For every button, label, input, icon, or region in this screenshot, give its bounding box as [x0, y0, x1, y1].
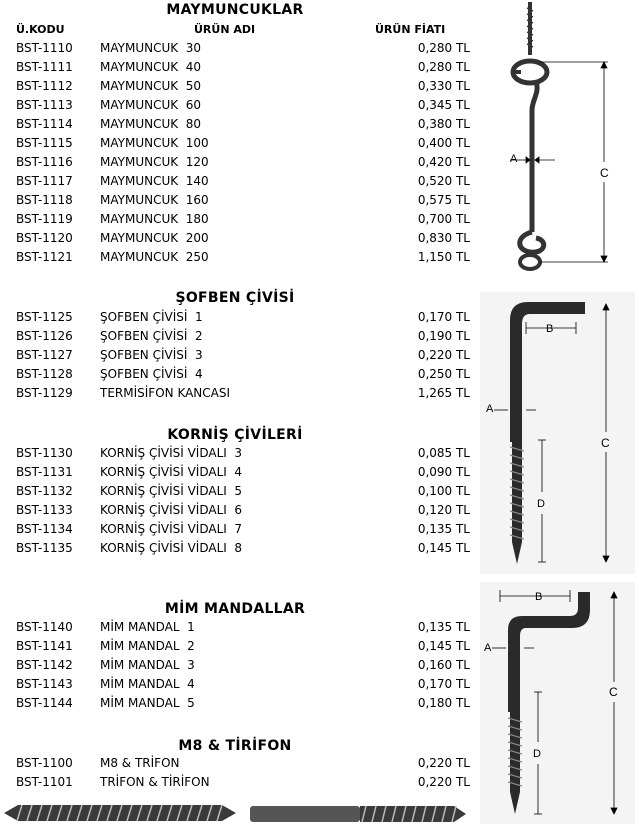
product-code: BST-1110	[16, 41, 73, 55]
table-row	[0, 465, 480, 484]
product-code: BST-1117	[16, 174, 73, 188]
product-code: BST-1129	[16, 386, 73, 400]
product-code: BST-1135	[16, 541, 73, 555]
l-hook-label-b: B	[546, 323, 554, 335]
eye-hook-diagram	[480, 0, 635, 280]
product-price: 0,220 TL	[417, 348, 470, 362]
product-name: MAYMUNCUK 40	[100, 60, 202, 74]
product-name: MAYMUNCUK 100	[100, 136, 209, 150]
product-name: KORNİŞ ÇİVİSİ VİDALI 3	[100, 446, 243, 460]
product-price: 0,700 TL	[417, 212, 470, 226]
product-code: BST-1127	[16, 348, 73, 362]
table-row	[0, 367, 480, 386]
product-name: TERMİSİFON KANCASI	[100, 386, 231, 400]
double-screw-image	[4, 797, 236, 829]
product-price: 0,345 TL	[417, 98, 470, 112]
product-price: 0,100 TL	[417, 484, 470, 498]
product-price: 0,330 TL	[417, 79, 470, 93]
product-name: MAYMUNCUK 80	[100, 117, 202, 131]
table-row	[0, 98, 480, 117]
product-price: 0,220 TL	[417, 775, 470, 789]
product-name: ŞOFBEN ÇİVİSİ 3	[100, 348, 203, 362]
product-name: ŞOFBEN ÇİVİSİ 4	[100, 367, 203, 381]
product-code: BST-1125	[16, 310, 73, 324]
product-code: BST-1114	[16, 117, 73, 131]
table-row	[0, 193, 480, 212]
product-code: BST-1118	[16, 193, 73, 207]
product-name: MAYMUNCUK 50	[100, 79, 202, 93]
product-price: 1,265 TL	[417, 386, 470, 400]
column-header-code: Ü.KODU	[16, 23, 65, 36]
product-price: 0,170 TL	[417, 677, 470, 691]
offset-hook-label-a: A	[484, 642, 492, 654]
offset-hook-label-b: B	[535, 591, 543, 603]
product-price: 0,135 TL	[417, 620, 470, 634]
product-code: BST-1112	[16, 79, 73, 93]
product-code: BST-1134	[16, 522, 73, 536]
product-name: KORNİŞ ÇİVİSİ VİDALI 8	[100, 541, 243, 555]
table-row	[0, 310, 480, 329]
column-header-price: ÜRÜN FİATI	[375, 23, 446, 36]
product-code: BST-1100	[16, 756, 73, 770]
product-price: 0,135 TL	[417, 522, 470, 536]
table-row	[0, 696, 480, 715]
table-row	[0, 522, 480, 541]
table-row	[0, 231, 480, 250]
table-row	[0, 41, 480, 60]
product-name: MAYMUNCUK 160	[100, 193, 209, 207]
product-price: 0,085 TL	[417, 446, 470, 460]
m8-trifon-screw-image	[250, 800, 466, 828]
product-name: TRİFON & TİRİFON	[100, 775, 210, 789]
product-name: MAYMUNCUK 30	[100, 41, 202, 55]
product-code: BST-1111	[16, 60, 73, 74]
offset-hook-label-c: C	[609, 685, 618, 699]
eye-hook-label-a: A	[510, 153, 518, 165]
product-code: BST-1115	[16, 136, 73, 150]
product-code: BST-1126	[16, 329, 73, 343]
product-code: BST-1143	[16, 677, 73, 691]
table-row	[0, 60, 480, 79]
offset-hook-label-d: D	[533, 748, 541, 760]
l-hook-label-d: D	[537, 498, 545, 510]
eye-hook-label-c: C	[600, 166, 609, 180]
table-row	[0, 155, 480, 174]
product-price: 0,220 TL	[417, 756, 470, 770]
product-code: BST-1128	[16, 367, 73, 381]
product-code: BST-1141	[16, 639, 73, 653]
product-price: 0,120 TL	[417, 503, 470, 517]
product-name: KORNİŞ ÇİVİSİ VİDALI 6	[100, 503, 243, 517]
product-name: MAYMUNCUK 120	[100, 155, 209, 169]
product-price: 0,170 TL	[417, 310, 470, 324]
product-price: 0,830 TL	[417, 231, 470, 245]
l-hook-diagram	[480, 292, 635, 574]
section-title-sofben-civisi: ŞOFBEN ÇİVİSİ	[175, 290, 295, 306]
product-price: 0,145 TL	[417, 639, 470, 653]
table-row	[0, 541, 480, 560]
section-title-kornis-civileri: KORNİŞ ÇİVİLERİ	[167, 427, 303, 443]
table-row	[0, 658, 480, 677]
product-code: BST-1133	[16, 503, 73, 517]
section-title-m8-tirifon: M8 & TİRİFON	[178, 738, 292, 754]
table-row	[0, 756, 480, 775]
table-row	[0, 775, 480, 794]
table-row	[0, 250, 480, 269]
product-name: MİM MANDAL 4	[100, 677, 195, 691]
product-name: ŞOFBEN ÇİVİSİ 2	[100, 329, 203, 343]
product-code: BST-1140	[16, 620, 73, 634]
product-code: BST-1144	[16, 696, 73, 710]
product-price: 0,145 TL	[417, 541, 470, 555]
l-hook-label-a: A	[486, 403, 494, 415]
table-row	[0, 136, 480, 155]
section-title-maymuncuklar: MAYMUNCUKLAR	[166, 2, 304, 18]
product-code: BST-1132	[16, 484, 73, 498]
table-row	[0, 386, 480, 405]
table-row	[0, 79, 480, 98]
product-name: M8 & TRİFON	[100, 756, 180, 770]
product-price: 0,520 TL	[417, 174, 470, 188]
product-code: BST-1121	[16, 250, 73, 264]
table-row	[0, 620, 480, 639]
product-name: KORNİŞ ÇİVİSİ VİDALI 7	[100, 522, 243, 536]
product-price: 0,280 TL	[417, 60, 470, 74]
product-price: 0,180 TL	[417, 696, 470, 710]
table-row	[0, 174, 480, 193]
table-row	[0, 639, 480, 658]
product-name: MAYMUNCUK 180	[100, 212, 209, 226]
table-row	[0, 329, 480, 348]
offset-hook-diagram	[480, 582, 635, 824]
column-header-name: ÜRÜN ADI	[194, 23, 256, 36]
product-name: KORNİŞ ÇİVİSİ VİDALI 5	[100, 484, 243, 498]
product-price: 0,190 TL	[417, 329, 470, 343]
product-name: MAYMUNCUK 140	[100, 174, 209, 188]
product-code: BST-1120	[16, 231, 73, 245]
table-row	[0, 348, 480, 367]
product-code: BST-1131	[16, 465, 73, 479]
product-name: KORNİŞ ÇİVİSİ VİDALI 4	[100, 465, 243, 479]
product-name: ŞOFBEN ÇİVİSİ 1	[100, 310, 203, 324]
product-name: MİM MANDAL 2	[100, 639, 195, 653]
product-name: MAYMUNCUK 250	[100, 250, 209, 264]
product-price: 0,420 TL	[417, 155, 470, 169]
l-hook-label-c: C	[601, 436, 610, 450]
product-price: 0,575 TL	[417, 193, 470, 207]
product-code: BST-1113	[16, 98, 73, 112]
product-price: 1,150 TL	[417, 250, 470, 264]
table-row	[0, 677, 480, 696]
product-name: MAYMUNCUK 200	[100, 231, 209, 245]
product-name: MİM MANDAL 1	[100, 620, 195, 634]
table-row	[0, 212, 480, 231]
table-row	[0, 503, 480, 522]
product-name: MAYMUNCUK 60	[100, 98, 202, 112]
product-price: 0,400 TL	[417, 136, 470, 150]
table-row	[0, 446, 480, 465]
product-code: BST-1130	[16, 446, 73, 460]
product-code: BST-1116	[16, 155, 73, 169]
product-code: BST-1101	[16, 775, 73, 789]
product-code: BST-1142	[16, 658, 73, 672]
product-price: 0,250 TL	[417, 367, 470, 381]
table-row	[0, 117, 480, 136]
product-name: MİM MANDAL 5	[100, 696, 195, 710]
product-price: 0,160 TL	[417, 658, 470, 672]
product-price: 0,090 TL	[417, 465, 470, 479]
product-price: 0,280 TL	[417, 41, 470, 55]
product-price: 0,380 TL	[417, 117, 470, 131]
section-title-mim-mandallar: MİM MANDALLAR	[164, 601, 306, 617]
table-row	[0, 484, 480, 503]
product-name: MİM MANDAL 3	[100, 658, 195, 672]
product-code: BST-1119	[16, 212, 73, 226]
